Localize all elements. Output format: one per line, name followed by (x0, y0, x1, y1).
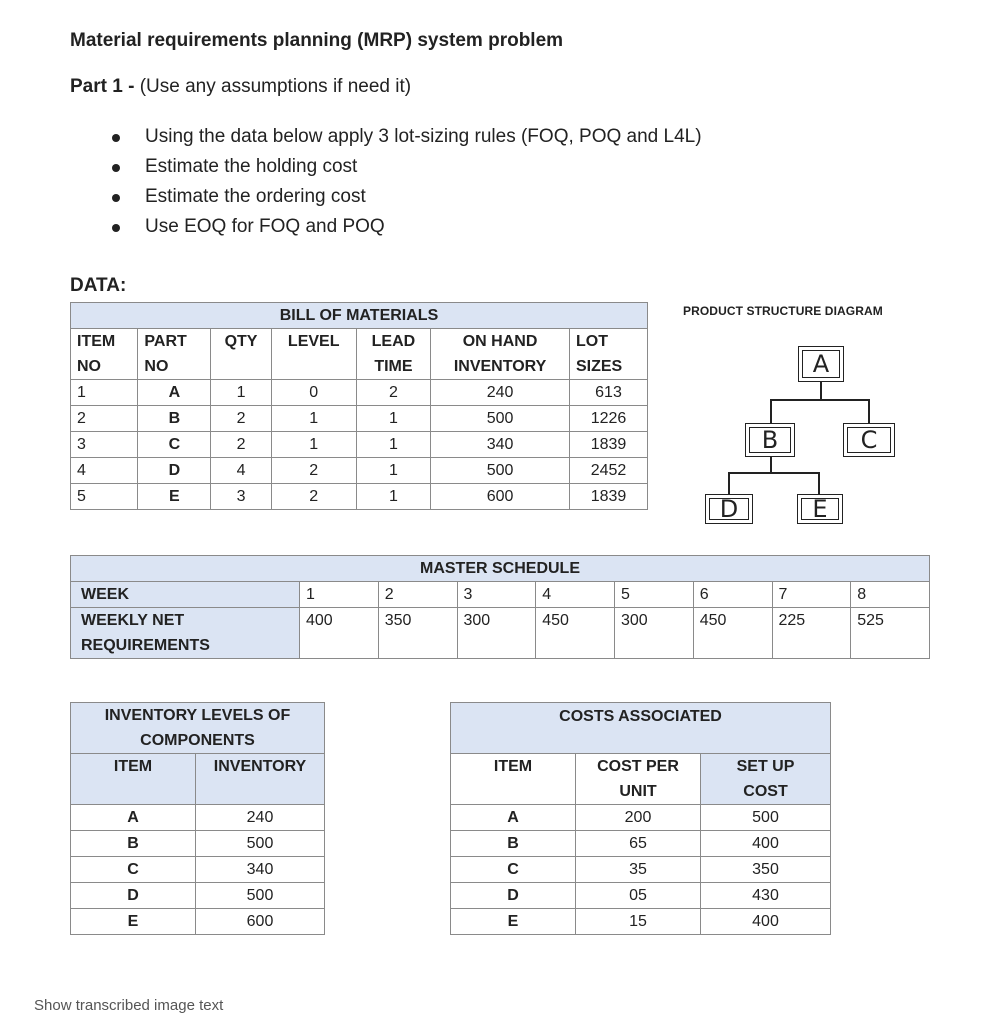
cell: 450 (693, 608, 772, 659)
column-header (451, 754, 576, 805)
header-line: UNIT (619, 783, 657, 800)
cell: 4 (71, 458, 138, 484)
cell: 340 (196, 857, 325, 883)
master-schedule-title: MASTER SCHEDULE (71, 556, 930, 582)
cell: 1 (356, 406, 430, 432)
product-structure-title: PRODUCT STRUCTURE DIAGRAM (683, 304, 883, 318)
column-header: INVENTORY (431, 354, 570, 380)
cell: 400 (300, 608, 379, 659)
cell: 500 (431, 406, 570, 432)
node-a (798, 346, 844, 382)
list-item (100, 212, 702, 242)
cell: B (138, 406, 211, 432)
table-row (71, 883, 325, 909)
column-header: ITEM (71, 329, 138, 355)
inventory-levels-table (70, 702, 325, 935)
column-header: ITEM (71, 754, 196, 805)
table-row (451, 883, 831, 909)
cell: 400 (701, 909, 831, 935)
table-row (71, 582, 930, 608)
cell: 1 (300, 582, 379, 608)
table-row (451, 857, 831, 883)
header-line: COST PER (597, 758, 679, 775)
table-row (451, 805, 831, 831)
column-header (576, 754, 701, 805)
cell: 500 (196, 883, 325, 909)
cell: 7 (772, 582, 851, 608)
cell: 2 (211, 406, 271, 432)
cell: 2 (378, 582, 457, 608)
costs-associated-table (450, 702, 831, 935)
data-heading: DATA: (70, 275, 127, 296)
week-label: WEEK (71, 582, 300, 608)
connector-line (728, 472, 730, 494)
cell: 1839 (569, 432, 647, 458)
cell: C (138, 432, 211, 458)
costs-title: COSTS ASSOCIATED (451, 703, 831, 754)
cell: 1 (271, 406, 356, 432)
bullet-icon (112, 164, 120, 172)
bill-of-materials-table (70, 302, 648, 510)
label-line: WEEKLY NET (81, 612, 185, 629)
cell: D (138, 458, 211, 484)
cell: 500 (701, 805, 831, 831)
connector-line (728, 472, 820, 474)
bullet-icon (112, 194, 120, 202)
table-row (71, 909, 325, 935)
part-heading (70, 76, 411, 98)
cell: 240 (196, 805, 325, 831)
table-title-row (71, 303, 648, 329)
table-row (451, 831, 831, 857)
table-title-row (71, 556, 930, 582)
table-title-row (451, 703, 831, 754)
title-line: COMPONENTS (140, 732, 255, 749)
column-header: TIME (356, 354, 430, 380)
list-item (100, 152, 702, 182)
table-row (71, 831, 325, 857)
cell: 05 (576, 883, 701, 909)
cell: 2 (271, 484, 356, 510)
cell: 1839 (569, 484, 647, 510)
column-header: ON HAND (431, 329, 570, 355)
node-label: E (812, 495, 828, 523)
column-header: LOT (569, 329, 647, 355)
list-item (100, 182, 702, 212)
table-row (71, 857, 325, 883)
part-label: Part 1 (70, 76, 123, 97)
header-line: SET UP (736, 758, 795, 775)
cell: 3 (211, 484, 271, 510)
cell: 15 (576, 909, 701, 935)
connector-line (770, 399, 870, 401)
cell: 400 (701, 831, 831, 857)
table-row (71, 406, 648, 432)
table-header-row (71, 329, 648, 355)
part-separator: - (122, 76, 140, 97)
title-line: INVENTORY LEVELS OF (104, 707, 291, 724)
requirements-label (71, 608, 300, 659)
column-header (701, 754, 831, 805)
column-header: QTY (211, 329, 271, 355)
bom-title: BILL OF MATERIALS (71, 303, 648, 329)
cell: 4 (536, 582, 615, 608)
table-row (71, 380, 648, 406)
cell: 1 (356, 458, 430, 484)
node-b (745, 423, 795, 457)
cell: D (451, 883, 576, 909)
table-header-row (71, 354, 648, 380)
column-header (211, 354, 271, 380)
table-title-row (71, 703, 325, 754)
show-transcribed-text-link[interactable]: Show transcribed image text (34, 997, 224, 1014)
cell: 500 (431, 458, 570, 484)
cell: 3 (457, 582, 536, 608)
cell: 2 (356, 380, 430, 406)
node-label: C (860, 426, 878, 454)
cell: E (451, 909, 576, 935)
table-header-row (451, 754, 831, 805)
cell: 2 (211, 432, 271, 458)
cell: 300 (457, 608, 536, 659)
cell: 200 (576, 805, 701, 831)
table-header-row (71, 754, 325, 805)
table-row (451, 909, 831, 935)
cell: 35 (576, 857, 701, 883)
column-header: PART (138, 329, 211, 355)
cell: C (71, 857, 196, 883)
cell: 350 (701, 857, 831, 883)
cell: 300 (615, 608, 694, 659)
node-d (705, 494, 753, 524)
column-header: LEVEL (271, 329, 356, 355)
cell: 2452 (569, 458, 647, 484)
cell: A (71, 805, 196, 831)
cell: 1 (211, 380, 271, 406)
header-line: COST (743, 783, 788, 800)
column-header: NO (138, 354, 211, 380)
cell: 600 (196, 909, 325, 935)
table-row (71, 608, 930, 659)
cell: 340 (431, 432, 570, 458)
cell: 525 (851, 608, 930, 659)
cell: 65 (576, 831, 701, 857)
inventory-title (71, 703, 325, 754)
connector-line (820, 382, 822, 400)
list-item (100, 122, 702, 152)
bullet-text: Using the data below apply 3 lot-sizing rules (FOQ, POQ and L4L) (145, 126, 702, 147)
cell: A (138, 380, 211, 406)
column-header: NO (71, 354, 138, 380)
bullet-text: Estimate the ordering cost (145, 186, 366, 207)
cell: 1 (271, 432, 356, 458)
cell: 5 (615, 582, 694, 608)
cell: C (451, 857, 576, 883)
bullet-text: Use EOQ for FOQ and POQ (145, 216, 385, 237)
node-e (797, 494, 843, 524)
cell: 2 (271, 458, 356, 484)
cell: 613 (569, 380, 647, 406)
connector-line (770, 399, 772, 423)
master-schedule-table (70, 555, 930, 659)
header-line: ITEM (493, 758, 533, 775)
column-header: LEAD (356, 329, 430, 355)
connector-line (770, 457, 772, 473)
cell: 8 (851, 582, 930, 608)
part-note: (Use any assumptions if need it) (139, 76, 412, 97)
cell: E (71, 909, 196, 935)
instructions-list (100, 122, 702, 242)
cell: 500 (196, 831, 325, 857)
cell: 225 (772, 608, 851, 659)
cell: 5 (71, 484, 138, 510)
node-label: A (812, 350, 830, 378)
cell: 1 (71, 380, 138, 406)
table-row (71, 432, 648, 458)
bullet-text: Estimate the holding cost (145, 156, 358, 177)
column-header (271, 354, 356, 380)
cell: D (71, 883, 196, 909)
cell: 430 (701, 883, 831, 909)
cell: 1226 (569, 406, 647, 432)
connector-line (818, 472, 820, 494)
cell: B (451, 831, 576, 857)
cell: 0 (271, 380, 356, 406)
node-label: B (761, 426, 779, 454)
cell: 3 (71, 432, 138, 458)
table-row (71, 458, 648, 484)
cell: 1 (356, 432, 430, 458)
cell: 4 (211, 458, 271, 484)
bullet-icon (112, 134, 120, 142)
table-row (71, 805, 325, 831)
cell: 350 (378, 608, 457, 659)
page-title: Material requirements planning (MRP) system problem (70, 30, 564, 51)
connector-line (868, 399, 870, 423)
cell: B (71, 831, 196, 857)
table-row (71, 484, 648, 510)
cell: 6 (693, 582, 772, 608)
label-line: REQUIREMENTS (81, 637, 210, 654)
cell: 450 (536, 608, 615, 659)
node-label: D (719, 495, 739, 523)
cell: 2 (71, 406, 138, 432)
cell: 600 (431, 484, 570, 510)
node-c (843, 423, 895, 457)
column-header: SIZES (569, 354, 647, 380)
cell: 240 (431, 380, 570, 406)
cell: E (138, 484, 211, 510)
cell: A (451, 805, 576, 831)
column-header: INVENTORY (196, 754, 325, 805)
cell: 1 (356, 484, 430, 510)
bullet-icon (112, 224, 120, 232)
